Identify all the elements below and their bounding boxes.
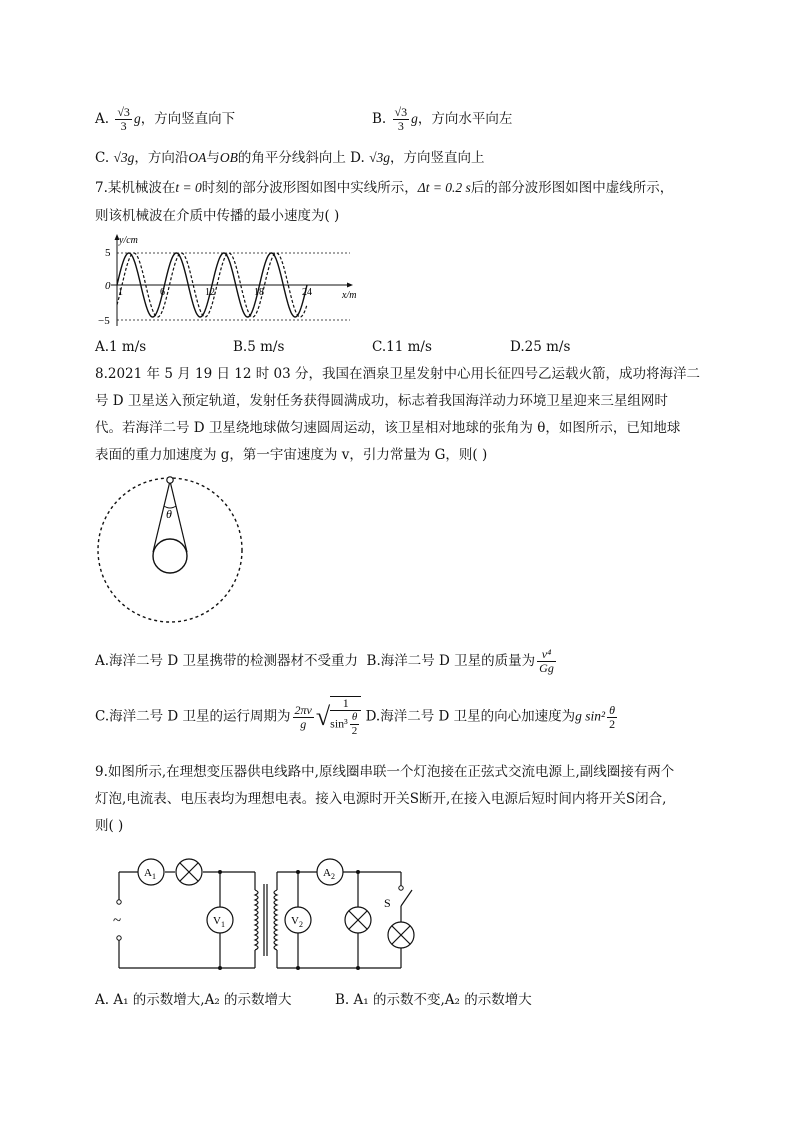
q8-stem-line-1: 8.2021 年 5 月 19 日 12 时 03 分，我国在酒泉卫星发射中心用长征四号乙运载火箭，成功将海洋二 — [95, 366, 700, 382]
lamp-secondary-2 — [388, 922, 414, 948]
fraction: $\frac{\theta}{2}$ — [609, 702, 616, 731]
svg-text:V: V — [213, 915, 221, 927]
ac-source-symbol: ~ — [113, 913, 122, 929]
svg-text:A: A — [323, 867, 331, 879]
q9-stem-line-2: 灯泡,电流表、电压表均为理想电表。接入电源时开关S断开,在接入电源后短时间内将开关S闭合, — [95, 791, 667, 807]
x-tick-24: 24 — [302, 287, 312, 298]
angle-label-theta: θ — [166, 507, 172, 521]
fraction: $\frac{\text{v⁴}}{Gg}$ — [539, 647, 554, 675]
option-label: A. — [95, 111, 110, 127]
q6-option-b: B. $\frac{√3}{3}$ g，方向水平向左 — [372, 105, 513, 133]
radical-sign: √ — [315, 702, 331, 731]
q8-stem-line-2: 号 D 卫星送入预定轨道，发射任务获得圆满成功，标志着我国海洋动力环境卫星迎来三星组网时 — [95, 393, 668, 409]
y-tick-neg5: −5 — [98, 315, 110, 327]
q9-stem-line-1: 9.如图所示,在理想变压器供电线路中,原线圈串联一个灯泡接在正弦式交流电源上,副线圈接有两个 — [95, 764, 675, 780]
fraction: $\frac{2\pi v}{g}$ — [294, 702, 312, 731]
satellite-marker — [167, 477, 173, 483]
q9-stem-line-3: 则( ) — [95, 818, 124, 834]
q7-stem-line-2: 则该机械波在介质中传播的最小速度为( ) — [95, 208, 340, 224]
svg-text:2: 2 — [299, 920, 303, 929]
x-tick-12: 12 — [205, 287, 215, 298]
ammeter-a2 — [317, 859, 343, 885]
q8-stem-line-3: 代。若海洋二号 D 卫星绕地球做匀速圆周运动，该卫星相对地球的张角为 θ，如图所示，已知地球 — [95, 420, 681, 436]
q6-option-c-d: C. √3g，方向沿OA与OB的角平分线斜向上 D. √3g，方向竖直向上 — [95, 150, 485, 166]
y-axis-label: y/cm — [119, 235, 138, 246]
switch-contact — [399, 886, 403, 890]
svg-text:2: 2 — [331, 872, 335, 881]
svg-text:A: A — [144, 867, 152, 879]
earth-circle — [153, 539, 187, 573]
voltmeter-v1 — [207, 907, 233, 933]
q8-stem-line-4: 表面的重力加速度为 g，第一宇宙速度为 v，引力常量为 G，则( ) — [95, 447, 488, 463]
q9-option-b: B. A₁ 的示数不变,A₂ 的示数增大 — [335, 992, 532, 1008]
q8-option-c-d: C.海洋二号 D 卫星的运行周期为 $\frac{2\pi v}{g}$ √ 1 sin³ $\frac{\theta}{2}$ D.海洋二号 D 卫星的向心加速度为g sin² $\frac{\theta}{2}$ — [95, 696, 616, 737]
x-axis-arrow — [347, 283, 353, 288]
x-tick-18: 18 — [254, 287, 264, 298]
source-terminal-top — [117, 900, 121, 904]
q7-option-a: A.1 m/s — [95, 339, 147, 355]
option-label: B. — [372, 111, 387, 127]
q6-option-a: A. $\frac{√3}{3}$ g，方向竖直向下 — [95, 105, 236, 133]
satellite-orbit-diagram — [90, 470, 250, 630]
q8-option-a-b: A.海洋二号 D 卫星携带的检测器材不受重力 B.海洋二号 D 卫星的质量为 $\frac{\text{v⁴}}{Gg}$ — [95, 647, 554, 675]
q7-stem-line-1: 7.某机械波在t = 0时刻的部分波形图如图中实线所示，Δt = 0.2 s后的部分波形图如图中虚线所示， — [95, 180, 674, 196]
q7-option-b: B.5 m/s — [233, 339, 285, 355]
switch-label: S — [384, 896, 391, 910]
svg-text:1: 1 — [152, 872, 156, 881]
x-tick-1: 1 — [118, 287, 123, 298]
q7-option-d: D.25 m/s — [510, 339, 571, 355]
y-tick-5: 5 — [105, 247, 111, 259]
q7-option-c: C.11 m/s — [372, 339, 432, 355]
lamp-secondary-1 — [345, 907, 371, 933]
fraction: $\frac{√3}{3}$ — [117, 105, 130, 133]
x-axis-label: x/m — [342, 290, 357, 301]
orbit-circle — [98, 478, 242, 622]
lamp-primary — [176, 859, 202, 885]
q9-option-a: A. A₁ 的示数增大,A₂ 的示数增大 — [95, 992, 292, 1008]
ammeter-a1 — [138, 859, 164, 885]
svg-text:V: V — [291, 915, 299, 927]
y-tick-0: 0 — [105, 280, 111, 292]
voltmeter-v2 — [285, 907, 311, 933]
fraction: $\frac{√3}{3}$ — [394, 105, 408, 133]
source-terminal-bottom — [117, 936, 121, 940]
x-tick-6: 6 — [160, 287, 165, 298]
radicand: 1 sin³ $\frac{\theta}{2}$ — [330, 696, 361, 738]
transformer-circuit-diagram — [105, 850, 430, 975]
wave-graph — [95, 232, 360, 332]
svg-text:1: 1 — [221, 920, 225, 929]
